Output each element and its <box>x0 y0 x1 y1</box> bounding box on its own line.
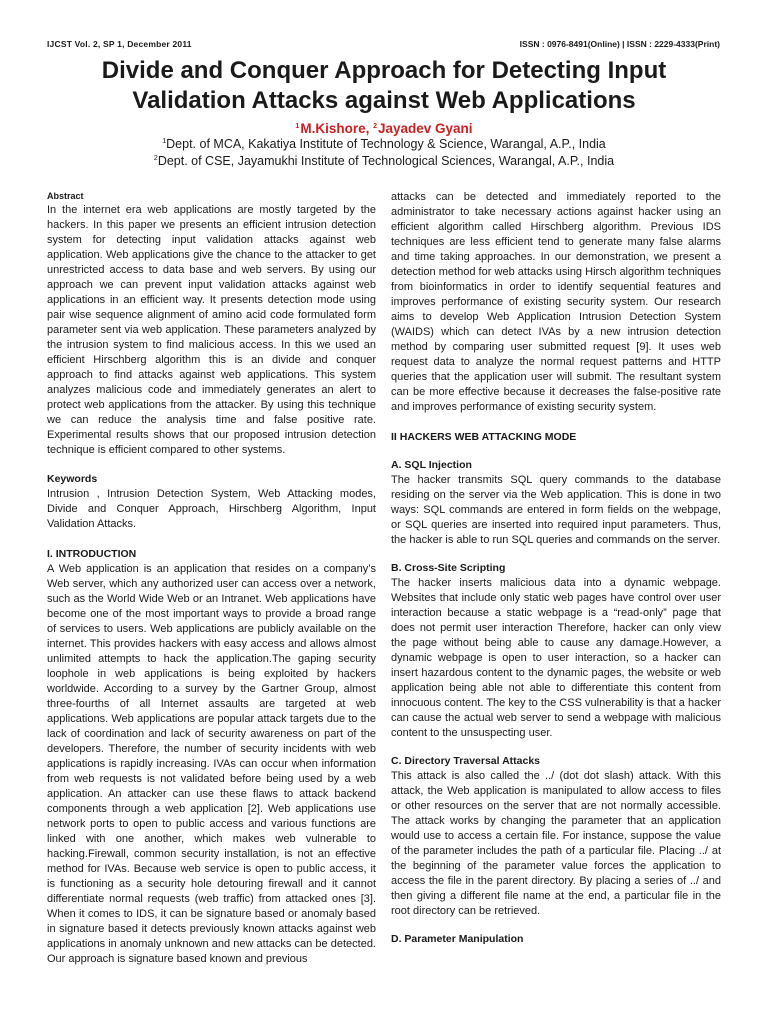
author-1-sup: 1 <box>295 123 300 130</box>
author-2: Jayadev Gyani <box>378 121 473 136</box>
introduction-continued: attacks can be detected and immediately reported to the administrator to take necessary actions against hacker using an efficient algorithm called Hirschberg algorithm. Previous IDS techniques are less efficient tend to generate many false alarms and time taking approaches. In our demonstration, we present a detection method for web attacks using Hirsch algorithm techniques from bioinformatics in order to identify sequential features and improves performance of existing security system. Our research aims to develop Web Application Intrusion Detection System (WAIDS) which can detect IVAs by a new intrusion detection method by comparing user submitted request [9]. It uses web request data to analyze the normal request patterns and HTTP queries that the application user will submit. The resultant system can be more effective because it decreases the false-positive rate and improves performance of existing security system. <box>391 191 721 413</box>
introduction-text: A Web application is an application that resides on a company’s Web server, which any authorized user can access over a network, such as the World Wide Web or an Intranet. Web applications have become one of the most important ways to provide a broad range of services to users. Web applications are publicly available on the internet. This provides hackers with easy access and allows almost unlimited attempts to hack the application.The gaping security loophole in web applications is being exploited by hackers worldwide. According to a survey by the Gartner Group, almost three-fourths of all Internet assaults are targeted at web applications. Web applications are popular attack targets due to the lack of coordination and lack of security awareness on part of the developers. Therefore, the number of security incidents with web applications is rapidly increasing. IVAs can occur when information from web requests is not validated before being used by a web application. An attacker can use these flaws to attack backend components through a web application [2]. Web applications use network ports to open to public access and various functions are linked with one another, which makes web vulnerable to hacking.Firewall, common security installation, is not an effective method for IVAs. Because web service is open to public access, it is functioning as a security hole detouring firewall and it cannot differentiate normal requests (web traffic) from attacked ones [3]. When it comes to IDS, it can be signature based or anomaly based in signature based it detects previously known attacks against web applications in anomaly unknown and new attacks can be detected. Our approach is signature based known and previous <box>47 563 376 965</box>
authors <box>0 121 768 136</box>
affiliation-2-text: Dept. of CSE, Jayamukhi Institute of Technological Sciences, Warangal, A.P., India <box>157 154 615 168</box>
introduction-heading: I. INTRODUCTION <box>47 548 137 560</box>
parameter-manipulation-heading: D. Parameter Manipulation <box>391 933 524 945</box>
xss-heading: B. Cross-Site Scripting <box>391 562 506 574</box>
affiliation-2-sup: 2 <box>153 155 158 162</box>
xss-text: The hacker inserts malicious data into a dynamic webpage. Websites that include only static web pages have control over user interaction because a static webpage is a “read-only” page that does not permit user interaction Therefore, hacker can only view the page without being able to cause any damage.However, a dynamic webpage is open to user interaction, so a hacker can insert hazardous content to the dynamic pages, the website or web application being able not able to differentiate this content from innocuous content. The key to the CSS vulnerability is that a hacker can cause the actual web server to send a webpage with malicious content to the unsuspecting user. <box>391 577 721 739</box>
issn-header: ISSN : 0976-8491(Online) | ISSN : 2229-4333(Print) <box>519 39 720 49</box>
right-column <box>391 190 721 947</box>
affiliation-1-sup: 1 <box>162 138 167 145</box>
author-2-sup: 2 <box>373 123 377 130</box>
affiliation-1-text: Dept. of MCA, Kakatiya Institute of Technology & Science, Warangal, A.P., India <box>166 137 606 151</box>
paper-title <box>40 56 728 116</box>
directory-traversal-text: This attack is also called the ../ (dot dot slash) attack. With this attack, the Web application is manipulated to allow access to files or other resources on the server that are not normally accessible. The attack works by changing the parameter that an application would use to access a certain file. For instance, suppose the value of the parameter includes the path of a particular file. Placing ../ at the beginning of the parameter value forces the application to access the file in the parent directory. By placing a series of ../ and then giving a different file name at the end, a particular file in the root directory can be retrieved. <box>391 770 721 917</box>
sql-injection-text: The hacker transmits SQL query commands to the database residing on the server via the Web application. This is done in two ways: SQL commands are entered in form fields on the webpage, or SQL queries are inserted into required input parameters. Thus, the hacker is able to run SQL queries and commands on the server. <box>391 474 721 546</box>
directory-traversal-heading: C. Directory Traversal Attacks <box>391 755 541 767</box>
affiliation-2 <box>0 154 768 168</box>
affiliation-1 <box>0 137 768 151</box>
abstract-heading: Abstract <box>47 191 84 201</box>
keywords-text: Intrusion , Intrusion Detection System, Web Attacking modes, Divide and Conquer Approach, Hirschberg Algorithm, Input Validation Attacks. <box>47 488 376 530</box>
title-line-2: Validation Attacks against Web Applications <box>132 87 636 114</box>
title-line-1: Divide and Conquer Approach for Detecting Input <box>101 57 667 84</box>
author-1: M.Kishore, <box>300 121 374 136</box>
journal-header: IJCST Vol. 2, SP 1, December 2011 <box>47 39 192 49</box>
section-2-heading: II HACKERS WEB ATTACKING MODE <box>391 431 577 443</box>
abstract-text: In the internet era web applications are mostly targeted by the hackers. In this paper we presents an efficient intrusion detection system for detecting input validation attacks against web application. Web applications give the chance to the attacker to get unrestricted access to data base and web servers. By using our approach we can prevent input validation attacks against web applications in an efficient way. It presents detection mode using pair wise sequence alignment of amino acid code formulated form parameter sent via web application. These parameters analyzed by the intrusion system to find malicious access. In this we used an efficient Hirschberg algorithm this is an divide and conquer approach to find attacks against web applications. This system analyzes malicious code and immediately generates an alert to protect web applications from the attacker. By using this technique we can reduce the analysis time and false positive rate. Experimental results shows that our proposed intrusion detection technique is efficient compared to other systems. <box>47 204 376 456</box>
sql-injection-heading: A. SQL Injection <box>391 459 472 471</box>
left-column <box>47 190 376 967</box>
keywords-heading: Keywords <box>47 473 98 485</box>
